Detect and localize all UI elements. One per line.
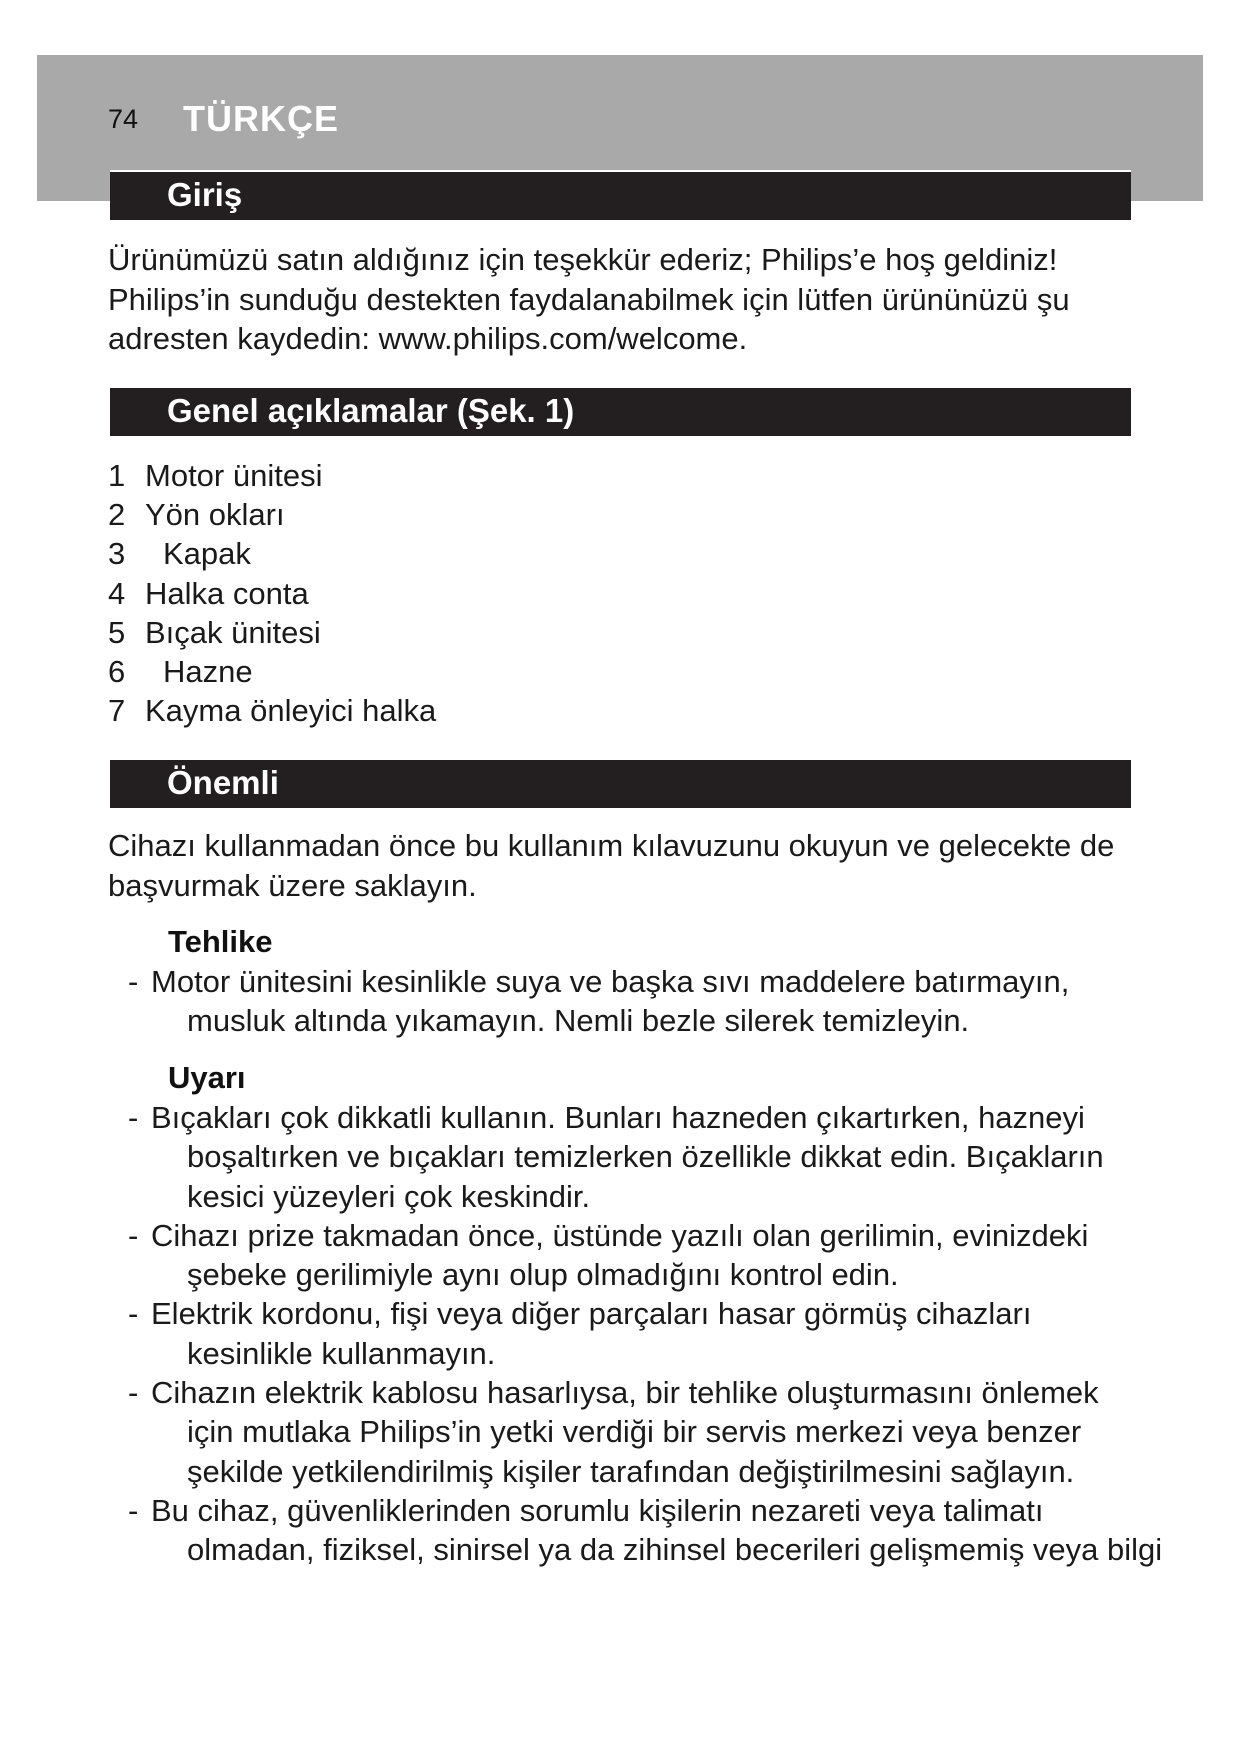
list-item: - Elektrik kordonu, fişi veya diğer parçaları hasar görmüş cihazları kesinlikle kullanmayın. — [128, 1296, 1032, 1371]
list-item: 7 Kayma önleyici halka — [108, 693, 437, 729]
list-item: - Bıçakları çok dikkatli kullanın. Bunları hazneden çıkartırken, hazneyi boşaltırken ve bıçakları temizlerken özellikle dikkat edin. Bıçakların kesici yüzeyleri çok keskindir. — [128, 1100, 1104, 1214]
intro-paragraph — [108, 240, 1148, 359]
danger-list — [128, 962, 1128, 1041]
list-item: - Motor ünitesini kesinlikle suya ve başka sıvı maddelere batırmayın, musluk altında yıkamayın. Nemli bezle silerek temizleyin. — [128, 964, 1070, 1039]
warning-list — [128, 1098, 1163, 1570]
warning-heading: Uyarı — [168, 1060, 246, 1095]
list-item: 4 Halka conta — [108, 575, 309, 611]
important-line: Cihazı kullanmadan önce bu kullanım kılavuzunu okuyun ve gelecekte de — [108, 828, 1115, 863]
list-item: 5 Bıçak ünitesi — [108, 614, 321, 650]
section-bar-important — [110, 758, 1131, 808]
page-number: 74 — [108, 104, 139, 134]
section-title-general: Genel açıklamalar (Şek. 1) — [167, 392, 575, 429]
list-item: - Cihazın elektrik kablosu hasarlıysa, bir tehlike oluşturmasını önlemek için mutlaka Philips’in yetki verdiği bir servis merkezi veya benzer şekilde yetkilendirilmiş kişiler tarafından değiştirilmesini sağlayın. — [128, 1375, 1099, 1489]
list-item: 1 Motor ünitesi — [108, 458, 323, 493]
important-line: başvurmak üzere saklayın. — [108, 867, 477, 903]
section-bar-general — [110, 386, 1131, 436]
list-item: 2 Yön okları — [108, 497, 285, 533]
list-item: - Cihazı prize takmadan önce, üstünde yazılı olan gerilimin, evinizdeki şebeke gerilimiyle aynı olup olmadığını kontrol edin. — [128, 1217, 1089, 1293]
section-title-intro: Giriş — [167, 176, 243, 213]
section-bar-intro — [110, 170, 1131, 220]
intro-line: adresten kaydedin: www.philips.com/welcome. — [108, 321, 748, 356]
list-item: 6 Hazne — [108, 654, 253, 690]
intro-line: Ürünümüzü satın aldığınız için teşekkür ederiz; Philips’e hoş geldiniz! — [108, 242, 1058, 277]
list-item: 3 Kapak — [108, 536, 251, 572]
intro-line: Philips’in sunduğu destekten faydalanabilmek için lütfen ürününüzü şu — [108, 281, 1070, 317]
language-title: TÜRKÇE — [183, 98, 339, 139]
parts-list — [108, 456, 436, 730]
section-title-important: Önemli — [167, 764, 279, 801]
list-item: - Bu cihaz, güvenliklerinden sorumlu kişilerin nezareti veya talimatı olmadan, fiziksel, sinirsel ya da zihinsel becerileri gelişmemiş veya bilgi — [128, 1492, 1163, 1568]
important-paragraph — [108, 826, 1148, 905]
danger-heading: Tehlike — [168, 924, 273, 959]
